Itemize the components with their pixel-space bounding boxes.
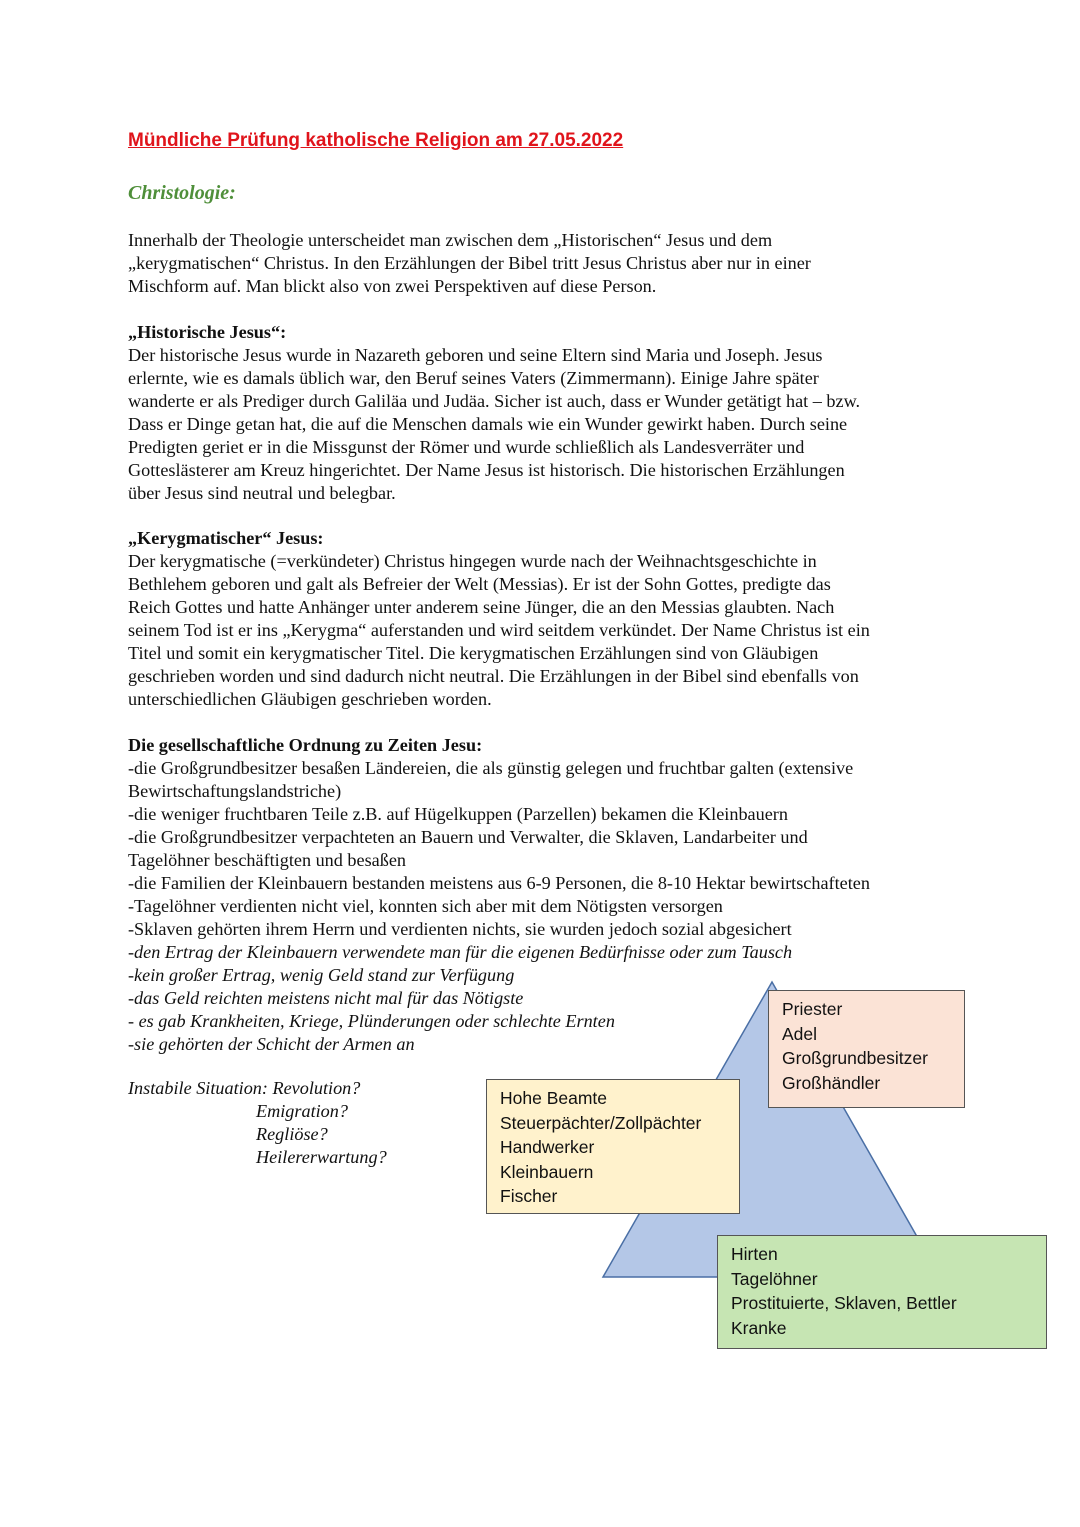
text-line: „kerygmatischen“ Christus. In den Erzählungen der Bibel tritt Jesus Christus aber nur in einer [128, 253, 811, 273]
instabile-label: Instabile Situation: Revolution? [128, 1078, 361, 1098]
text-line-italic: -das Geld reichten meistens nicht mal für das Nötigste [128, 988, 524, 1008]
ordnung-heading: Die gesellschaftliche Ordnung zu Zeiten Jesu: [128, 735, 483, 755]
pyramid-middle-item: Handwerker [500, 1137, 595, 1157]
text-line: über Jesus sind neutral und belegbar. [128, 483, 396, 503]
text-line: seinem Tod ist er ins „Kerygma“ auferstanden und wird seitdem verkündet. Der Name Christus ist ein [128, 620, 870, 640]
text-line: Der historische Jesus wurde in Nazareth geboren und seine Eltern sind Maria und Joseph. Jesus [128, 345, 823, 365]
pyramid-bottom-item: Tagelöhner [731, 1268, 818, 1289]
pyramid-top-item: Großgrundbesitzer [782, 1048, 928, 1068]
text-line: Bewirtschaftungslandstriche) [128, 781, 342, 801]
pyramid-top-item: Priester [782, 999, 843, 1019]
text-line: Bethlehem geboren und galt als Befreier der Welt (Messias). Er ist der Sohn Gottes, predigte das [128, 574, 831, 594]
pyramid-bottom-item: Hirten [731, 1244, 778, 1264]
document-title: Mündliche Prüfung katholische Religion am 27.05.2022 [128, 130, 624, 151]
text-line: wanderte er als Prediger durch Galiläa und Judäa. Sicher ist auch, dass er Wunder getätigt hat – bzw. [128, 391, 861, 411]
pyramid-top-box [768, 990, 965, 1108]
pyramid-middle-item: Steuerpächter/Zollpächter [500, 1112, 702, 1133]
text-line: Tagelöhner beschäftigten und besaßen [128, 850, 406, 870]
text-line-italic: -sie gehörten der Schicht der Armen an [128, 1034, 415, 1054]
instabile-item: Heilererwartung? [256, 1147, 387, 1167]
historisch-heading: „Historische Jesus“: [128, 322, 287, 342]
instabile-item: Emigration? [256, 1101, 348, 1121]
text-line: geschrieben worden und sind dadurch nicht neutral. Die Erzählungen in der Bibel sind ebenfalls von [128, 666, 859, 686]
pyramid-top-item: Adel [782, 1023, 818, 1044]
pyramid-bottom-item: Prostituierte, Sklaven, Bettler [731, 1293, 957, 1313]
text-line: -die Großgrundbesitzer verpachteten an Bauern und Verwalter, die Sklaven, Landarbeiter und [128, 827, 808, 847]
text-line: Innerhalb der Theologie unterscheidet man zwischen dem „Historischen“ Jesus und dem [128, 230, 773, 250]
pyramid-middle-box [486, 1079, 740, 1214]
text-line: Predigten geriet er in die Missgunst der Römer und wurde schließlich als Landesverräter und [128, 437, 805, 457]
text-line: -die weniger fruchtbaren Teile z.B. auf Hügelkuppen (Parzellen) bekamen die Kleinbauern [128, 804, 788, 824]
text-line: -Tagelöhner verdienten nicht viel, konnten sich aber mit dem Nötigsten versorgen [128, 896, 723, 916]
text-line: -die Familien der Kleinbauern bestanden meistens aus 6-9 Personen, die 8-10 Hektar bewirtschafteten [128, 873, 870, 893]
kerygmatisch-heading: „Kerygmatischer“ Jesus: [128, 528, 324, 548]
pyramid-middle-item: Hohe Beamte [500, 1088, 608, 1108]
text-line-italic: -kein großer Ertrag, wenig Geld stand zur Verfügung [128, 965, 515, 985]
text-line: Dass er Dinge getan hat, die auf die Menschen damals wie ein Wunder gewirkt haben. Durch seine [128, 414, 848, 434]
text-line: -die Großgrundbesitzer besaßen Ländereien, die als günstig gelegen und fruchtbar galten (extensive [128, 758, 854, 778]
text-line: Titel und somit ein kerygmatischer Titel. Die kerygmatischen Erzählungen sind von Gläubigen [128, 643, 819, 663]
section-heading-christologie: Christologie: [128, 182, 236, 204]
text-line-italic: -den Ertrag der Kleinbauern verwendete man für die eigenen Bedürfnisse oder zum Tausch [128, 942, 793, 962]
text-line-italic: - es gab Krankheiten, Kriege, Plünderungen oder schlechte Ernten [128, 1011, 615, 1031]
text-line: Gotteslästerer am Kreuz hingerichtet. Der Name Jesus ist historisch. Die historischen Erzählungen [128, 460, 845, 480]
text-line: unterschiedlichen Gläubigen geschrieben worden. [128, 689, 492, 709]
text-line: Reich Gottes und hatte Anhänger unter anderem seine Jünger, die an den Messias glaubten. Nach [128, 597, 835, 617]
text-line: Der kerygmatische (=verkündeter) Christus hingegen wurde nach der Weihnachtsgeschichte in [128, 551, 817, 571]
text-line: -Sklaven gehörten ihrem Herrn und verdienten nichts, sie wurden jedoch sozial abgesichert [128, 919, 792, 939]
text-line: Mischform auf. Man blickt also von zwei Perspektiven auf diese Person. [128, 276, 657, 296]
pyramid-bottom-item: Kranke [731, 1317, 787, 1338]
pyramid-middle-item: Fischer [500, 1186, 558, 1206]
instabile-item: Regliöse? [256, 1124, 328, 1144]
pyramid-top-item: Großhändler [782, 1072, 881, 1093]
pyramid-bottom-box [717, 1235, 1047, 1349]
pyramid-middle-item: Kleinbauern [500, 1161, 594, 1182]
text-line: erlernte, wie es damals üblich war, den Beruf seines Vaters (Zimmermann). Einige Jahre später [128, 368, 819, 388]
